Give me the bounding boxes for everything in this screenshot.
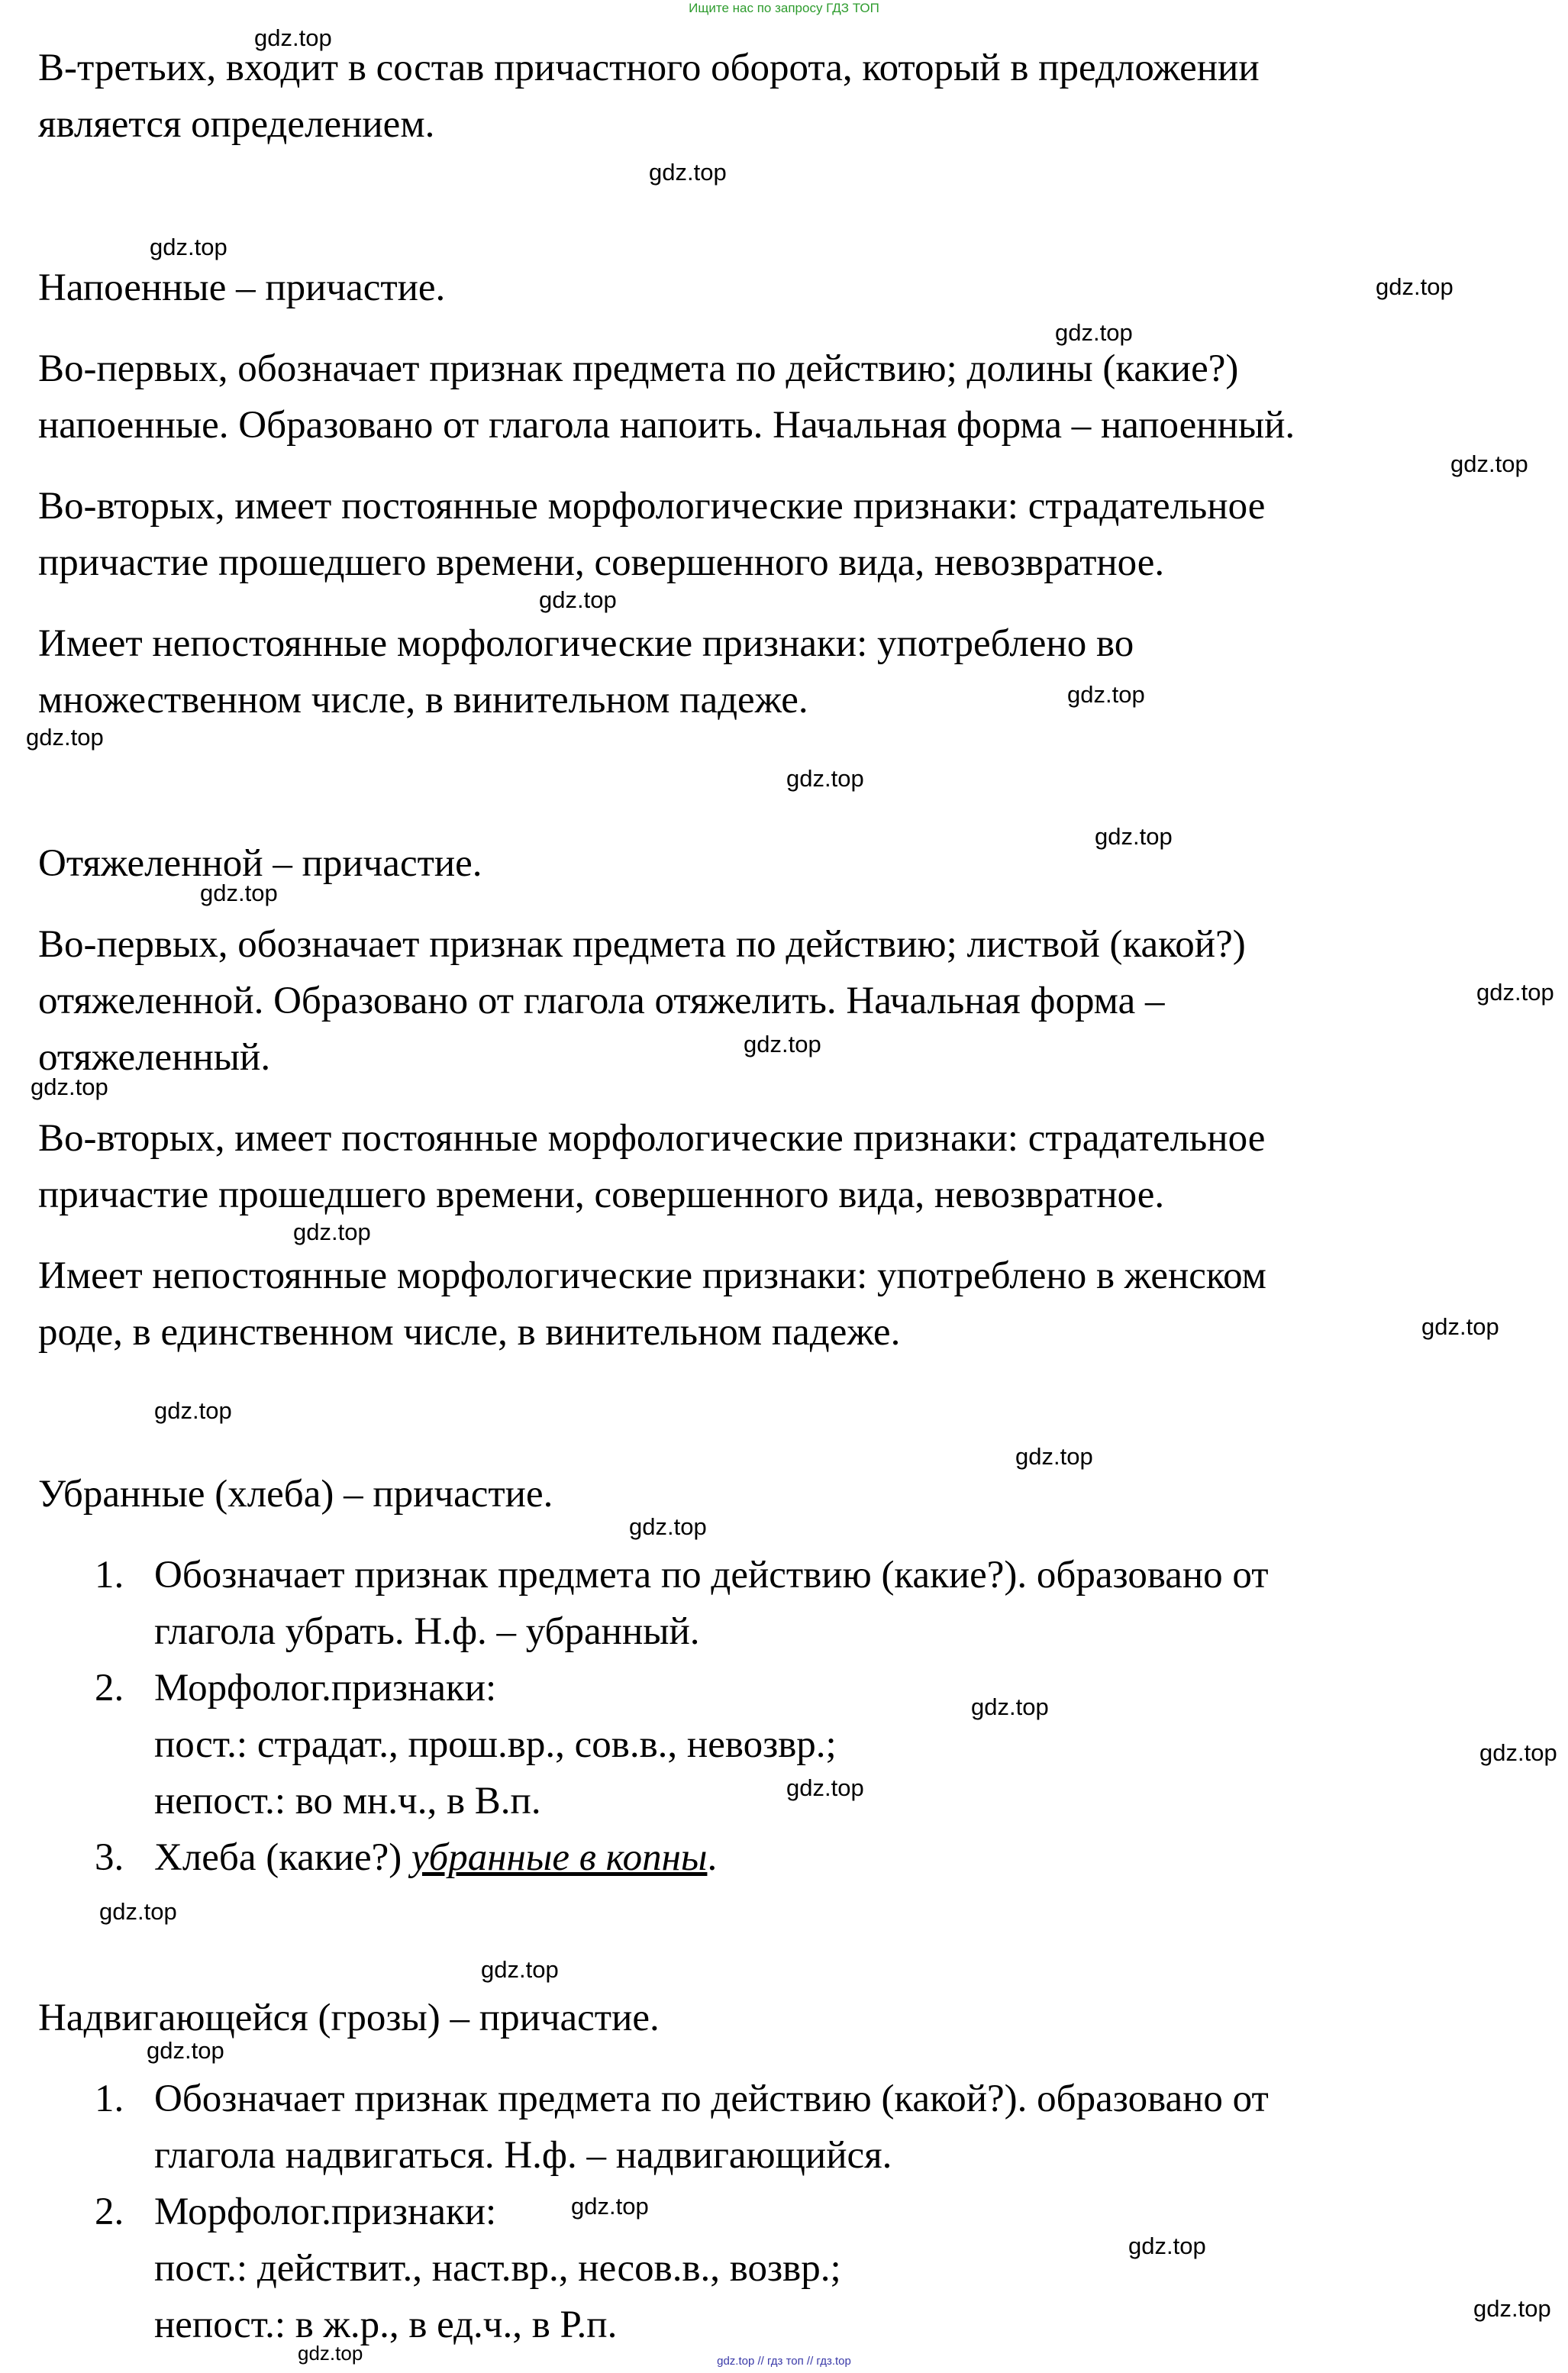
section1-line-2: напоенные. Образовано от глагола напоить. Начальная форма – напоенный. <box>38 404 1295 447</box>
section4-item-2-line-1: Морфолог.признаки: <box>154 2191 497 2233</box>
watermark: gdz.top <box>298 2342 363 2365</box>
watermark: gdz.top <box>1055 319 1133 346</box>
section3-item-3-number: 3. <box>95 1836 124 1879</box>
watermark: gdz.top <box>254 24 332 51</box>
section4-item-2-line-3: непост.: в ж.р., в ед.ч., в Р.п. <box>154 2304 618 2346</box>
section3-title: Убранные (хлеба) – причастие. <box>38 1473 553 1516</box>
watermark: gdz.top <box>1473 2295 1551 2322</box>
watermark: gdz.top <box>1128 2233 1206 2259</box>
section2-line-6: Имеет непостоянные морфологические признаки: употреблено в женском <box>38 1254 1266 1297</box>
section0-line-2: является определением. <box>38 103 435 146</box>
watermark: gdz.top <box>1421 1313 1499 1340</box>
watermark: gdz.top <box>481 1956 559 1983</box>
watermark: gdz.top <box>786 1774 864 1801</box>
watermark: gdz.top <box>150 234 227 260</box>
section1-line-6: множественном числе, в винительном падеже. <box>38 679 808 722</box>
section3-item-2-line-3: непост.: во мн.ч., в В.п. <box>154 1780 541 1823</box>
watermark: gdz.top <box>629 1513 707 1540</box>
watermark: gdz.top <box>1479 1739 1557 1766</box>
watermark: gdz.top <box>31 1074 108 1100</box>
section2-line-5: причастие прошедшего времени, совершенного вида, невозвратное. <box>38 1174 1165 1216</box>
watermark: gdz.top <box>1067 681 1145 708</box>
watermark: gdz.top <box>539 586 617 613</box>
section3-item-3 <box>154 1829 717 1886</box>
section3-item-1-line-2: глагола убрать. Н.ф. – убранный. <box>154 1610 700 1653</box>
watermark: gdz.top <box>147 2037 224 2064</box>
watermark: gdz.top <box>744 1031 821 1057</box>
section4-item-2-line-2: пост.: действит., наст.вр., несов.в., возвр.; <box>154 2247 841 2290</box>
watermark: gdz.top <box>649 159 727 186</box>
section2-line-3: отяжеленный. <box>38 1036 271 1079</box>
section4-item-1-line-2: глагола надвигаться. Н.ф. – надвигающийся. <box>154 2134 892 2177</box>
watermark: gdz.top <box>1095 823 1173 850</box>
watermark: gdz.top <box>293 1219 371 1245</box>
section3-item-2-line-2: пост.: страдат., прош.вр., сов.в., невозвр.; <box>154 1723 837 1766</box>
footer-link[interactable]: gdz.top // гдз топ // гдз.top <box>717 2355 851 2368</box>
header-search-link[interactable]: Ищите нас по запросу ГДЗ ТОП <box>689 1 879 15</box>
section4-item-1-number: 1. <box>95 2078 124 2120</box>
section3-item-2-number: 2. <box>95 1667 124 1710</box>
section3-item-2-line-1: Морфолог.признаки: <box>154 1667 497 1710</box>
watermark: gdz.top <box>26 724 104 751</box>
section2-title: Отяжеленной – причастие. <box>38 842 482 885</box>
watermark: gdz.top <box>1376 273 1453 300</box>
section1-title: Напоенные – причастие. <box>38 266 446 309</box>
section2-line-4: Во-вторых, имеет постоянные морфологические признаки: страдательное <box>38 1117 1266 1160</box>
section4-title: Надвигающейся (грозы) – причастие. <box>38 1997 660 2039</box>
watermark: gdz.top <box>200 880 278 906</box>
watermark: gdz.top <box>971 1693 1049 1720</box>
section2-line-1: Во-первых, обозначает признак предмета по действию; листвой (какой?) <box>38 923 1246 966</box>
watermark: gdz.top <box>571 2193 649 2220</box>
section4-item-1-line-1: Обозначает признак предмета по действию (какой?). образовано от <box>154 2078 1269 2120</box>
section2-line-7: роде, в единственном числе, в винительном падеже. <box>38 1311 901 1354</box>
watermark: gdz.top <box>1476 979 1554 1006</box>
watermark: gdz.top <box>786 765 864 792</box>
watermark: gdz.top <box>1450 450 1528 477</box>
watermark: gdz.top <box>1015 1443 1093 1470</box>
section3-item-3-underlined: убранные в копны <box>411 1836 708 1879</box>
section4-item-2-number: 2. <box>95 2191 124 2233</box>
section3-item-3-suffix: . <box>707 1836 718 1879</box>
section3-item-3-prefix: Хлеба (какие?) <box>154 1836 411 1879</box>
section1-line-3: Во-вторых, имеет постоянные морфологические признаки: страдательное <box>38 485 1266 528</box>
section1-line-4: причастие прошедшего времени, совершенного вида, невозвратное. <box>38 541 1165 584</box>
watermark: gdz.top <box>154 1397 232 1424</box>
section3-item-1-line-1: Обозначает признак предмета по действию (какие?). образовано от <box>154 1554 1269 1597</box>
section0-line-1: В-третьих, входит в состав причастного оборота, который в предложении <box>38 47 1260 89</box>
section1-line-1: Во-первых, обозначает признак предмета по действию; долины (какие?) <box>38 347 1239 390</box>
section2-line-2: отяжеленной. Образовано от глагола отяжелить. Начальная форма – <box>38 980 1165 1022</box>
section1-line-5: Имеет непостоянные морфологические признаки: употреблено во <box>38 622 1134 665</box>
section3-item-1-number: 1. <box>95 1554 124 1597</box>
watermark: gdz.top <box>99 1898 177 1925</box>
